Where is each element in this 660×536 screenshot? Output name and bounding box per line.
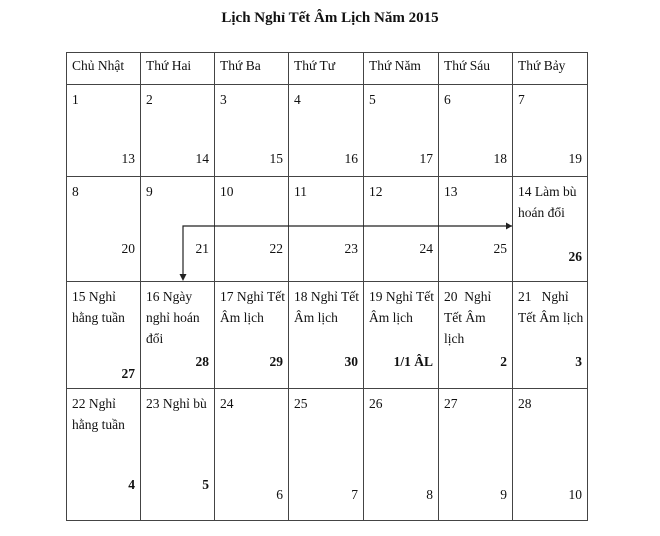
- day-label: 18 Nghỉ Tết Âm lịch: [294, 289, 359, 325]
- header-wednesday: [289, 53, 364, 85]
- day-cell-tet-holiday: [513, 282, 588, 389]
- day-label: 7: [518, 92, 525, 107]
- day-label: 2: [146, 92, 153, 107]
- lunar-date: 19: [568, 151, 582, 166]
- week-row-4: [67, 389, 588, 521]
- day-label: 20 Nghỉ Tết Âm lịch: [444, 289, 495, 346]
- lunar-date: 21: [195, 241, 209, 256]
- day-label: 26: [369, 396, 383, 411]
- day-cell: [364, 389, 439, 521]
- day-label: 28: [518, 396, 532, 411]
- day-cell: [513, 85, 588, 177]
- lunar-date: 3: [575, 354, 582, 369]
- day-label: 27: [444, 396, 458, 411]
- day-cell-workday-swap: [513, 177, 588, 282]
- lunar-date: 27: [121, 366, 135, 381]
- week-row-1: [67, 85, 588, 177]
- day-label: 6: [444, 92, 451, 107]
- page-title: Lịch Nghỉ Tết Âm Lịch Năm 2015: [221, 10, 439, 26]
- day-label: 1: [72, 92, 79, 107]
- day-cell: [439, 389, 513, 521]
- lunar-date: 24: [419, 241, 433, 256]
- lunar-date: 23: [344, 241, 358, 256]
- lunar-date: 22: [269, 241, 283, 256]
- lunar-date: 18: [493, 151, 507, 166]
- day-cell-compensatory-off: [141, 389, 215, 521]
- day-label: 5: [369, 92, 376, 107]
- day-cell-tet-holiday: [215, 282, 289, 389]
- lunar-date: 26: [568, 249, 582, 264]
- day-cell-tet-holiday: [289, 282, 364, 389]
- header-label: Thứ Hai: [146, 58, 192, 73]
- day-cell: [289, 177, 364, 282]
- header-friday: [439, 53, 513, 85]
- day-label: 22 Nghỉ hằng tuần: [72, 396, 125, 432]
- day-cell-tet-holiday: [364, 282, 439, 389]
- header-saturday: [513, 53, 588, 85]
- day-label: 3: [220, 92, 227, 107]
- lunar-date: 29: [269, 354, 283, 369]
- lunar-date: 25: [493, 241, 507, 256]
- day-cell: [513, 389, 588, 521]
- day-cell: [215, 177, 289, 282]
- day-cell: [67, 85, 141, 177]
- day-cell: [364, 177, 439, 282]
- day-label: 9: [146, 184, 153, 199]
- header-tuesday: [215, 53, 289, 85]
- day-label: 13: [444, 184, 458, 199]
- day-label: 15 Nghỉ hằng tuần: [72, 289, 125, 325]
- day-cell: [141, 85, 215, 177]
- header-label: Thứ Ba: [220, 58, 261, 73]
- day-label: 8: [72, 184, 79, 199]
- lunar-date: 2: [500, 354, 507, 369]
- lunar-date: 16: [344, 151, 358, 166]
- day-cell: [215, 389, 289, 521]
- day-label: 12: [369, 184, 383, 199]
- week-row-2: [67, 177, 588, 282]
- day-cell: [289, 389, 364, 521]
- week-row-3: [67, 282, 588, 389]
- day-label: 25: [294, 396, 308, 411]
- day-cell-swap-off: [141, 282, 215, 389]
- lunar-date: 13: [121, 151, 135, 166]
- header-label: Thứ Bảy: [518, 58, 566, 73]
- day-cell-tet-holiday: [439, 282, 513, 389]
- header-sunday: [67, 53, 141, 85]
- header-label: Chủ Nhật: [72, 58, 125, 73]
- day-cell: [215, 85, 289, 177]
- lunar-date: 7: [351, 487, 358, 502]
- day-label: 23 Nghỉ bù: [146, 396, 207, 411]
- lunar-date: 4: [128, 477, 135, 492]
- day-label: 19 Nghỉ Tết Âm lịch: [369, 289, 434, 325]
- lunar-date: 28: [195, 354, 209, 369]
- day-cell: [439, 85, 513, 177]
- header-label: Thứ Tư: [294, 58, 336, 73]
- day-label: 10: [220, 184, 234, 199]
- lunar-date: 1/1 ÂL: [393, 354, 433, 369]
- day-label: 16 Ngày nghỉ hoán đổi: [146, 289, 200, 346]
- day-cell: [141, 177, 215, 282]
- header-monday: [141, 53, 215, 85]
- day-cell: [289, 85, 364, 177]
- day-label: 11: [294, 184, 307, 199]
- day-label: 17 Nghỉ Tết Âm lịch: [220, 289, 285, 325]
- day-label: 4: [294, 92, 301, 107]
- day-cell: [439, 177, 513, 282]
- header-thursday: [364, 53, 439, 85]
- header-label: Thứ Sáu: [444, 58, 490, 73]
- lunar-date: 30: [344, 354, 358, 369]
- calendar-table: [66, 52, 588, 521]
- lunar-date: 17: [419, 151, 433, 166]
- day-cell: [364, 85, 439, 177]
- lunar-date: 15: [269, 151, 283, 166]
- header-label: Thứ Năm: [369, 58, 421, 73]
- lunar-date: 6: [276, 487, 283, 502]
- header-row: [67, 53, 588, 85]
- day-label: 21 Nghỉ Tết Âm lịch: [518, 289, 584, 325]
- lunar-date: 8: [426, 487, 433, 502]
- day-label: 14 Làm bù hoán đổi: [518, 184, 577, 220]
- day-cell-weekly-off: [67, 282, 141, 389]
- day-cell-weekly-off: [67, 389, 141, 521]
- lunar-date: 5: [202, 477, 209, 492]
- day-cell: [67, 177, 141, 282]
- lunar-date: 20: [121, 241, 135, 256]
- day-label: 24: [220, 396, 234, 411]
- lunar-date: 9: [500, 487, 507, 502]
- lunar-date: 14: [195, 151, 209, 166]
- lunar-date: 10: [568, 487, 582, 502]
